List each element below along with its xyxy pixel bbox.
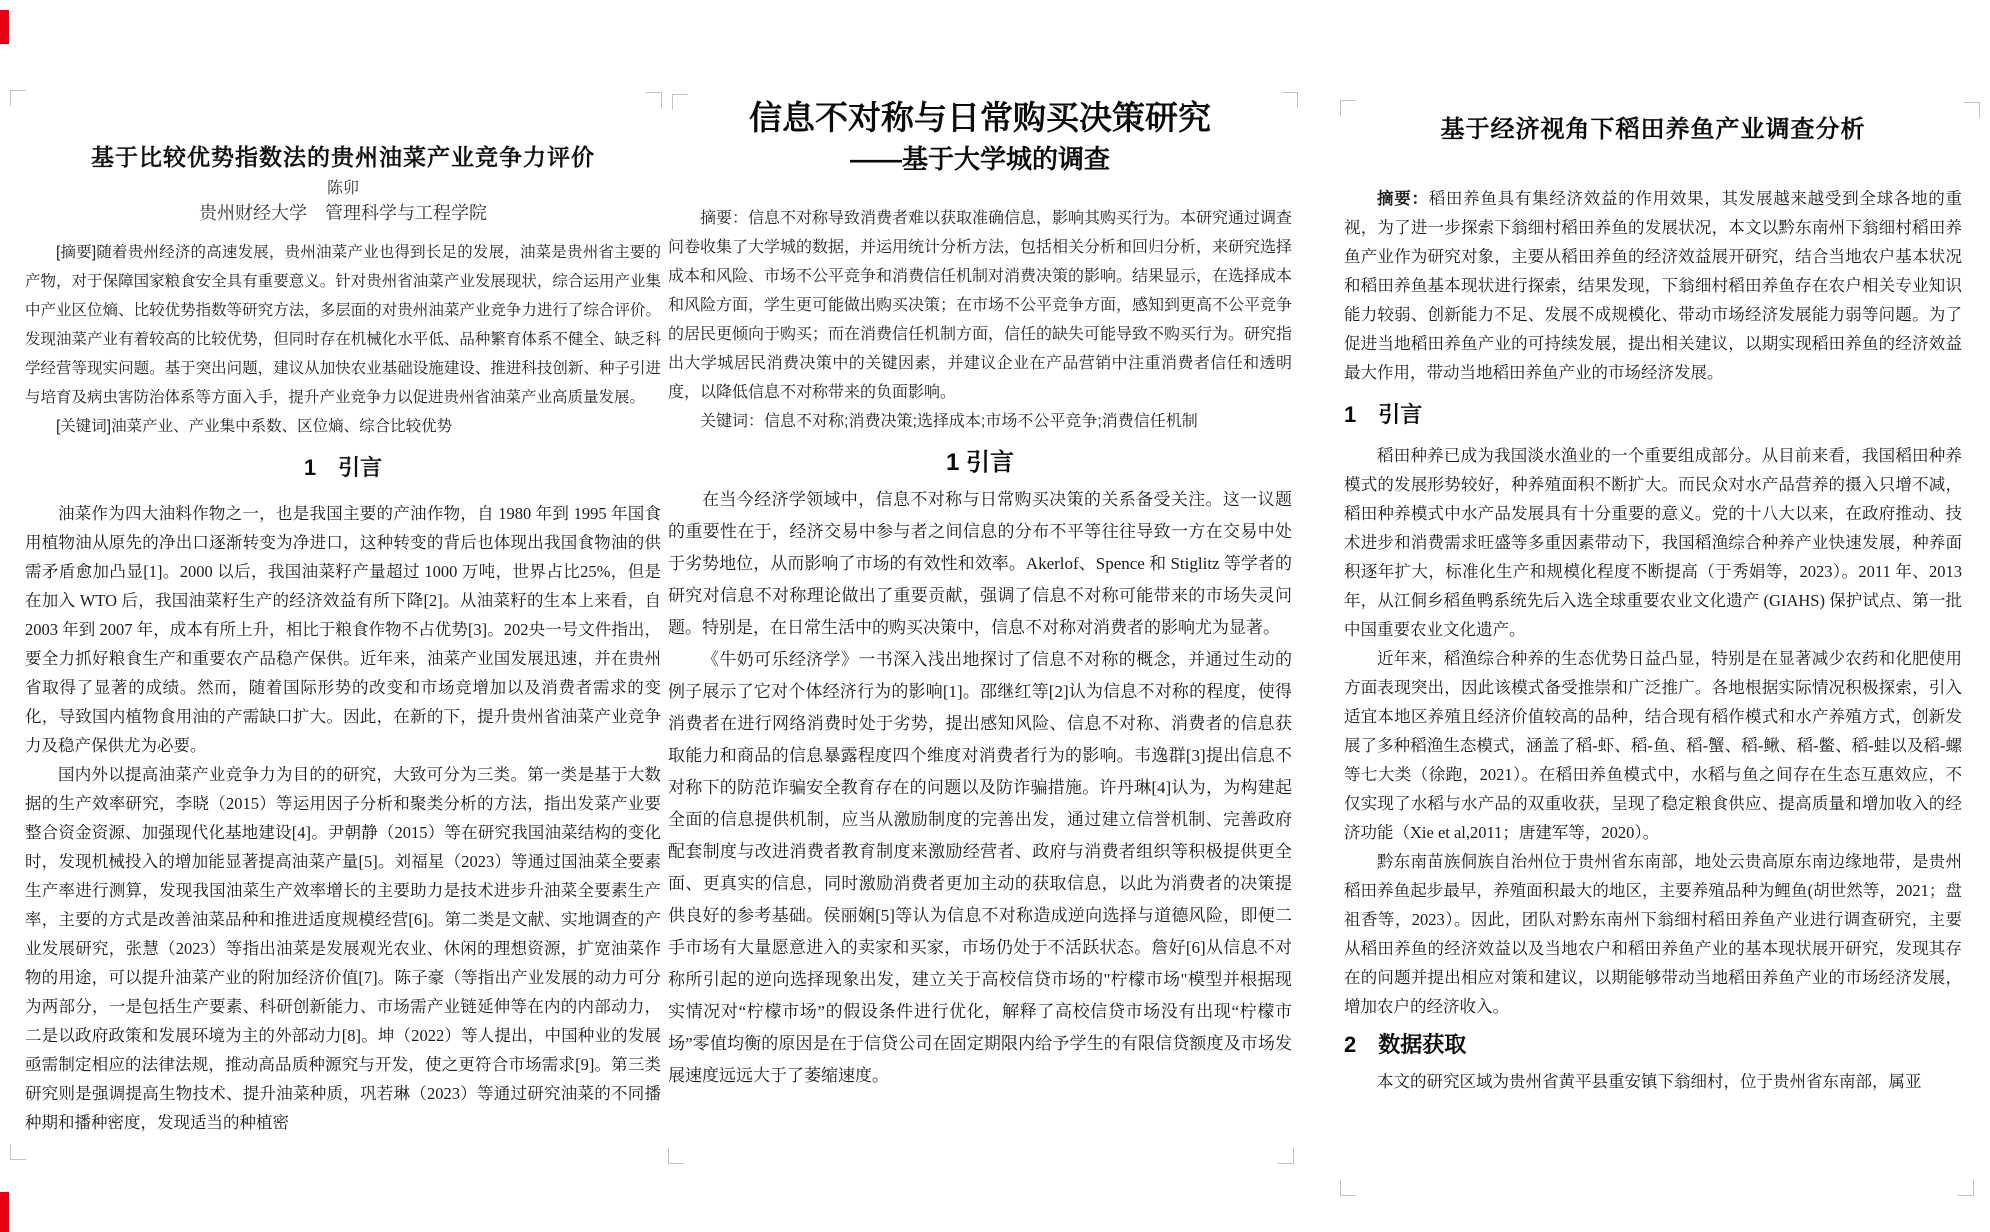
paper3-section2-heading: 2 数据获取 [1344,1032,1467,1057]
paper3-paragraph: 本文的研究区域为贵州省黄平县重安镇下翁细村，位于贵州省东南部，属亚 [1377,1072,1922,1091]
paper1-paragraph: 国内外以提高油菜产业竞争力为目的的研究，大致可分为三类。第一类是基于大数据的生产效率研究，李晓（2015）等运用因子分析和聚类分析的方法，指出发菜产业要整合资金资源、加强现代化基地建设[4]。尹朝静（2015）等在研究我国油菜结构的变化时，发现机械投入的增加能显著提高油菜产量[5]。刘福星（2023）等通过国油菜全要素生产率进行测算，发现我国油菜生产效率增长的主要助力是技术进步升油菜全要素生产率，主要的方式是改善油菜品种和推进适度规模经营[6]。第二类是文献、实地调查的产业发展研究，张慧（2023）等指出油菜是发展观光农业、休闲的理想资源，扩宽油菜作物的用途，可以提升油菜产业的附加经济价值[7]。陈子豪（等指出产业发展的动力可分为两部分，一是包括生产要素、科研创新能力、市场需产业链延伸等在内的内部动力，二是以政府政策和发展环境为主的外部动力[8]。坤（2022）等人提出，中国种业的发展亟需制定相应的法律法规，推动高品质种源究与开发，使之更符合市场需求[9]。第三类研究则是强调提高生物技术、提升油菜种质，巩若琳（2023）等通过研究油菜的不同播种期和播种密度，发现适当的种植密 [25,765,661,1132]
paper2-abstract: 摘要：信息不对称导致消费者难以获取准确信息，影响其购买行为。本研究通过调查问卷收集了大学城的数据，并运用统计分析方法，包括相关分析和回归分析，来研究选择成本和风险、市场不公平竞争和消费信任机制对消费决策的影响。结果显示，在选择成本和风险方面，学生更可能做出购买决策；在市场不公平竞争方面，感知到更高不公平竞争的居民更倾向于购买；而在消费信任机制方面，信任的缺失可能导致不购买行为。研究指出大学城居民消费决策中的关键因素，并建议企业在产品营销中注重消费者信任和透明度，以降低信息不对称带来的负面影响。 [668,210,1293,401]
paper3-abstract-label: 摘要： [1377,189,1429,208]
paper3-abstract [1344,184,1962,387]
crop-mark-page2-bottom-right [1278,1148,1294,1164]
crop-mark-page3-bottom-right [1958,1180,1974,1196]
paper1-paragraph: 油菜作为四大油料作物之一，也是我国主要的产油作物，自 1980 年到 1995 年国食用植物油从原先的净出口逐渐转变为净进口，这种转变的背后也体现出我国食物油的供需矛盾愈加凸显[1]。2000 以后，我国油菜籽产量超过 1000 万吨，世界占比25%，但是在加入 WTO 后，我国油菜籽生产的经济效益有所下降[2]。从油菜籽的生本上来看，自 2003 年到 2007 年，成本有所上升，相比于粮食作物不占优势[3]。202央一号文件指出，要全力抓好粮食生产和重要农产品稳产保供。近年来，油菜产业国发展迅速，并在贵州省取得了显著的成绩。然而，随着国际形势的改变和市场竞增加以及消费者需求的变化，导致国内植物食用油的产需缺口扩大。因此，在新的下，提升贵州省油菜产业竞争力及稳产保供尤为必要。 [25,504,661,755]
paper3-paragraph: 黔东南苗族侗族自治州位于贵州省东南部，地处云贵高原东南边缘地带，是贵州稻田养鱼起步最早，养殖面积最大的地区，主要养殖品种为鲤鱼(胡世然等，2021；盘祖香等，2023）。因此，团队对黔东南州下翁细村稻田养鱼产业进行调查研究，主要从稻田养鱼的经济效益以及当地农户和稻田养鱼产业的基本现状展开研究，发现其存在的问题并提出相应对策和建议，以期能够带动当地稻田养鱼产业的市场经济发展，增加农户的经济收入。 [1344,852,1962,1016]
paper1-section1-heading: 1 引言 [303,455,383,480]
paper1-keywords: [关键词]油菜产业、产业集中系数、区位熵、综合比较优势 [56,418,453,435]
crop-mark-page1-bottom-left [10,1144,26,1160]
paper2-paragraph: 《牛奶可乐经济学》一书深入浅出地探讨了信息不对称的概念，并通过生动的例子展示了它对个体经济行为的影响[1]。邵继红等[2]认为信息不对称的程度，使得消费者在进行网络消费时处于劣势，提出感知风险、信息不对称、消费者的信息获取能力和商品的信息暴露程度四个维度对消费者行为的影响。韦逸群[3]提出信息不对称下的防范诈骗安全教育存在的问题以及防诈骗措施。许丹琳[4]认为，为构建起全面的信息提供机制，应当从激励制度的完善出发，通过建立信誉机制、完善政府配套制度与改进消费者教育制度来激励经营者、政府与消费者组织等积极提供更全面、更真实的信息，同时激励消费者更加主动的获取信息，以此为消费者的决策提供良好的参考基础。侯丽娴[5]等认为信息不对称造成逆向选择与道德风险，即便二手市场有大量愿意进入的卖家和买家，市场仍处于不活跃状态。詹好[6]从信息不对称所引起的逆向选择现象出发，建立关于高校信贷市场的"柠檬市场"模型并根据现实情况对“柠檬市场”的假设条件进行优化，解释了高校信贷市场没有出现“柠檬市场”零值均衡的原因是在于信贷公司在固定期限内给予学生的有限信贷额度及市场发展速度远远大于了萎缩速度。 [668,650,1292,1085]
paper3-paragraph: 稻田种养已成为我国淡水渔业的一个重要组成部分。从目前来看，我国稻田种养模式的发展形势较好，种养殖面积不断扩大。而民众对水产品营养的摄入只增不减，稻田种养模式中水产品发展具有十分重要的意义。党的十八大以来，在政府推动、技术进步和消费需求旺盛等多重因素带动下，我国稻渔综合种养产业快速发展，种养面积逐年扩大，标准化生产和规模化程度不断提高（于秀娟等，2023）。2011 年、2013 年，从江侗乡稻鱼鸭系统先后入选全球重要农业文化遗产 (GIAHS) 保护试点、第一批中国重要农业文化遗产。 [1344,446,1962,639]
paper1-abstract: [摘要]随着贵州经济的高速发展，贵州油菜产业也得到长足的发展，油菜是贵州省主要的产物，对于保障国家粮食安全具有重要意义。针对贵州省油菜产业发展现状，综合运用产业集中产业区位熵、比较优势指数等研究方法，多层面的对贵州油菜产业竞争力进行了综合评价。发现油菜产业有着较高的比较优势，但同时存在机械化水平低、品种繁育体系不健全、缺乏科学经营等现实问题。基于突出问题，建议从加快农业基础设施建设、推进科技创新、种子引进与培育及病虫害防治体系等方面入手，提升产业竞争力以促进贵州省油菜产业高质量发展。 [25,244,661,406]
left-edge-marker-bottom [0,1192,9,1232]
paper3-abstract-text: 稻田养鱼具有集经济效益的作用效果，其发展越来越受到全球各地的重视，为了进一步探索下翁细村稻田养鱼的发展状况，本文以黔东南州下翁细村稻田养鱼产业作为研究对象，主要从稻田养鱼的经济效益展开研究，结合当地农户基本状况和稻田养鱼基本现状进行探索，结果发现，下翁细村稻田养鱼存在农户相关专业知识能力较弱、创新能力不足、发展不成规模化、带动市场经济发展能力弱等问题。为了促进当地稻田养鱼产业的可持续发展，提出相关建议，以期实现稻田养鱼的经济效益最大作用，带动当地稻田养鱼产业的市场经济发展。 [1344,189,1963,382]
left-edge-marker-top [0,10,9,44]
paper2-title: 信息不对称与日常购买决策研究 [749,99,1211,136]
paper1-author: 陈卯 [326,180,359,197]
crop-mark-page1-top-left [10,90,26,106]
paper2-section1-heading: 1 引言 [945,449,1014,476]
paper3-paragraph: 近年来，稻渔综合种养的生态优势日益凸显，特别是在显著减少农药和化肥使用方面表现突出，因此该模式备受推崇和广泛推广。各地根据实际情况积极探索，引入适宜本地区养殖且经济价值较高的品种，结合现有稻作模式和水产养殖方式，创新发展了多种稻渔生态模式，涵盖了稻-虾、稻-鱼、稻-蟹、稻-鳅、稻-鳖、稻-蛙以及稻-螺等七大类（徐跑，2021）。在稻田养鱼模式中，水稻与鱼之间存在生态互惠效应，不仅实现了水稻与水产品的双重收获，呈现了稳定粮食供应、提高质量和增加收入的经济功能（Xie et al,2011；唐建军等，2020）。 [1344,649,1962,842]
crop-mark-page3-bottom-left [1340,1180,1356,1196]
paper3-section1-heading: 1 引言 [1344,402,1423,427]
paper2-paragraph: 在当今经济学领域中，信息不对称与日常购买决策的关系备受关注。这一议题的重要性在于，经济交易中参与者之间信息的分布不平等往往导致一方在交易中处于劣势地位，从而影响了市场的有效性和效率。Akerlof、Spence 和 Stiglitz 等学者的研究对信息不对称理论做出了重要贡献，强调了信息不对称可能带来的市场失灵问题。特别是，在日常生活中的购买决策中，信息不对称对消费者的影响尤为显著。 [668,490,1292,637]
paper2-subtitle: ——基于大学城的调查 [849,144,1110,174]
paper1-title: 基于比较优势指数法的贵州油菜产业竞争力评价 [91,144,595,170]
crop-mark-page3-top-right [1964,102,1980,118]
paper2-keywords: 关键词：信息不对称;消费决策;选择成本;市场不公平竞争;消费信任机制 [700,413,1198,430]
paper-page-rice-fish [1344,96,1962,1096]
paper-page-information-asymmetry [668,96,1292,1092]
paper1-affiliation: 贵州财经大学 管理科学与工程学院 [199,203,487,223]
crop-mark-page2-bottom-left [668,1148,684,1164]
paper3-title: 基于经济视角下稻田养鱼产业调查分析 [1440,117,1866,143]
paper-page-rapeseed [25,88,661,1137]
